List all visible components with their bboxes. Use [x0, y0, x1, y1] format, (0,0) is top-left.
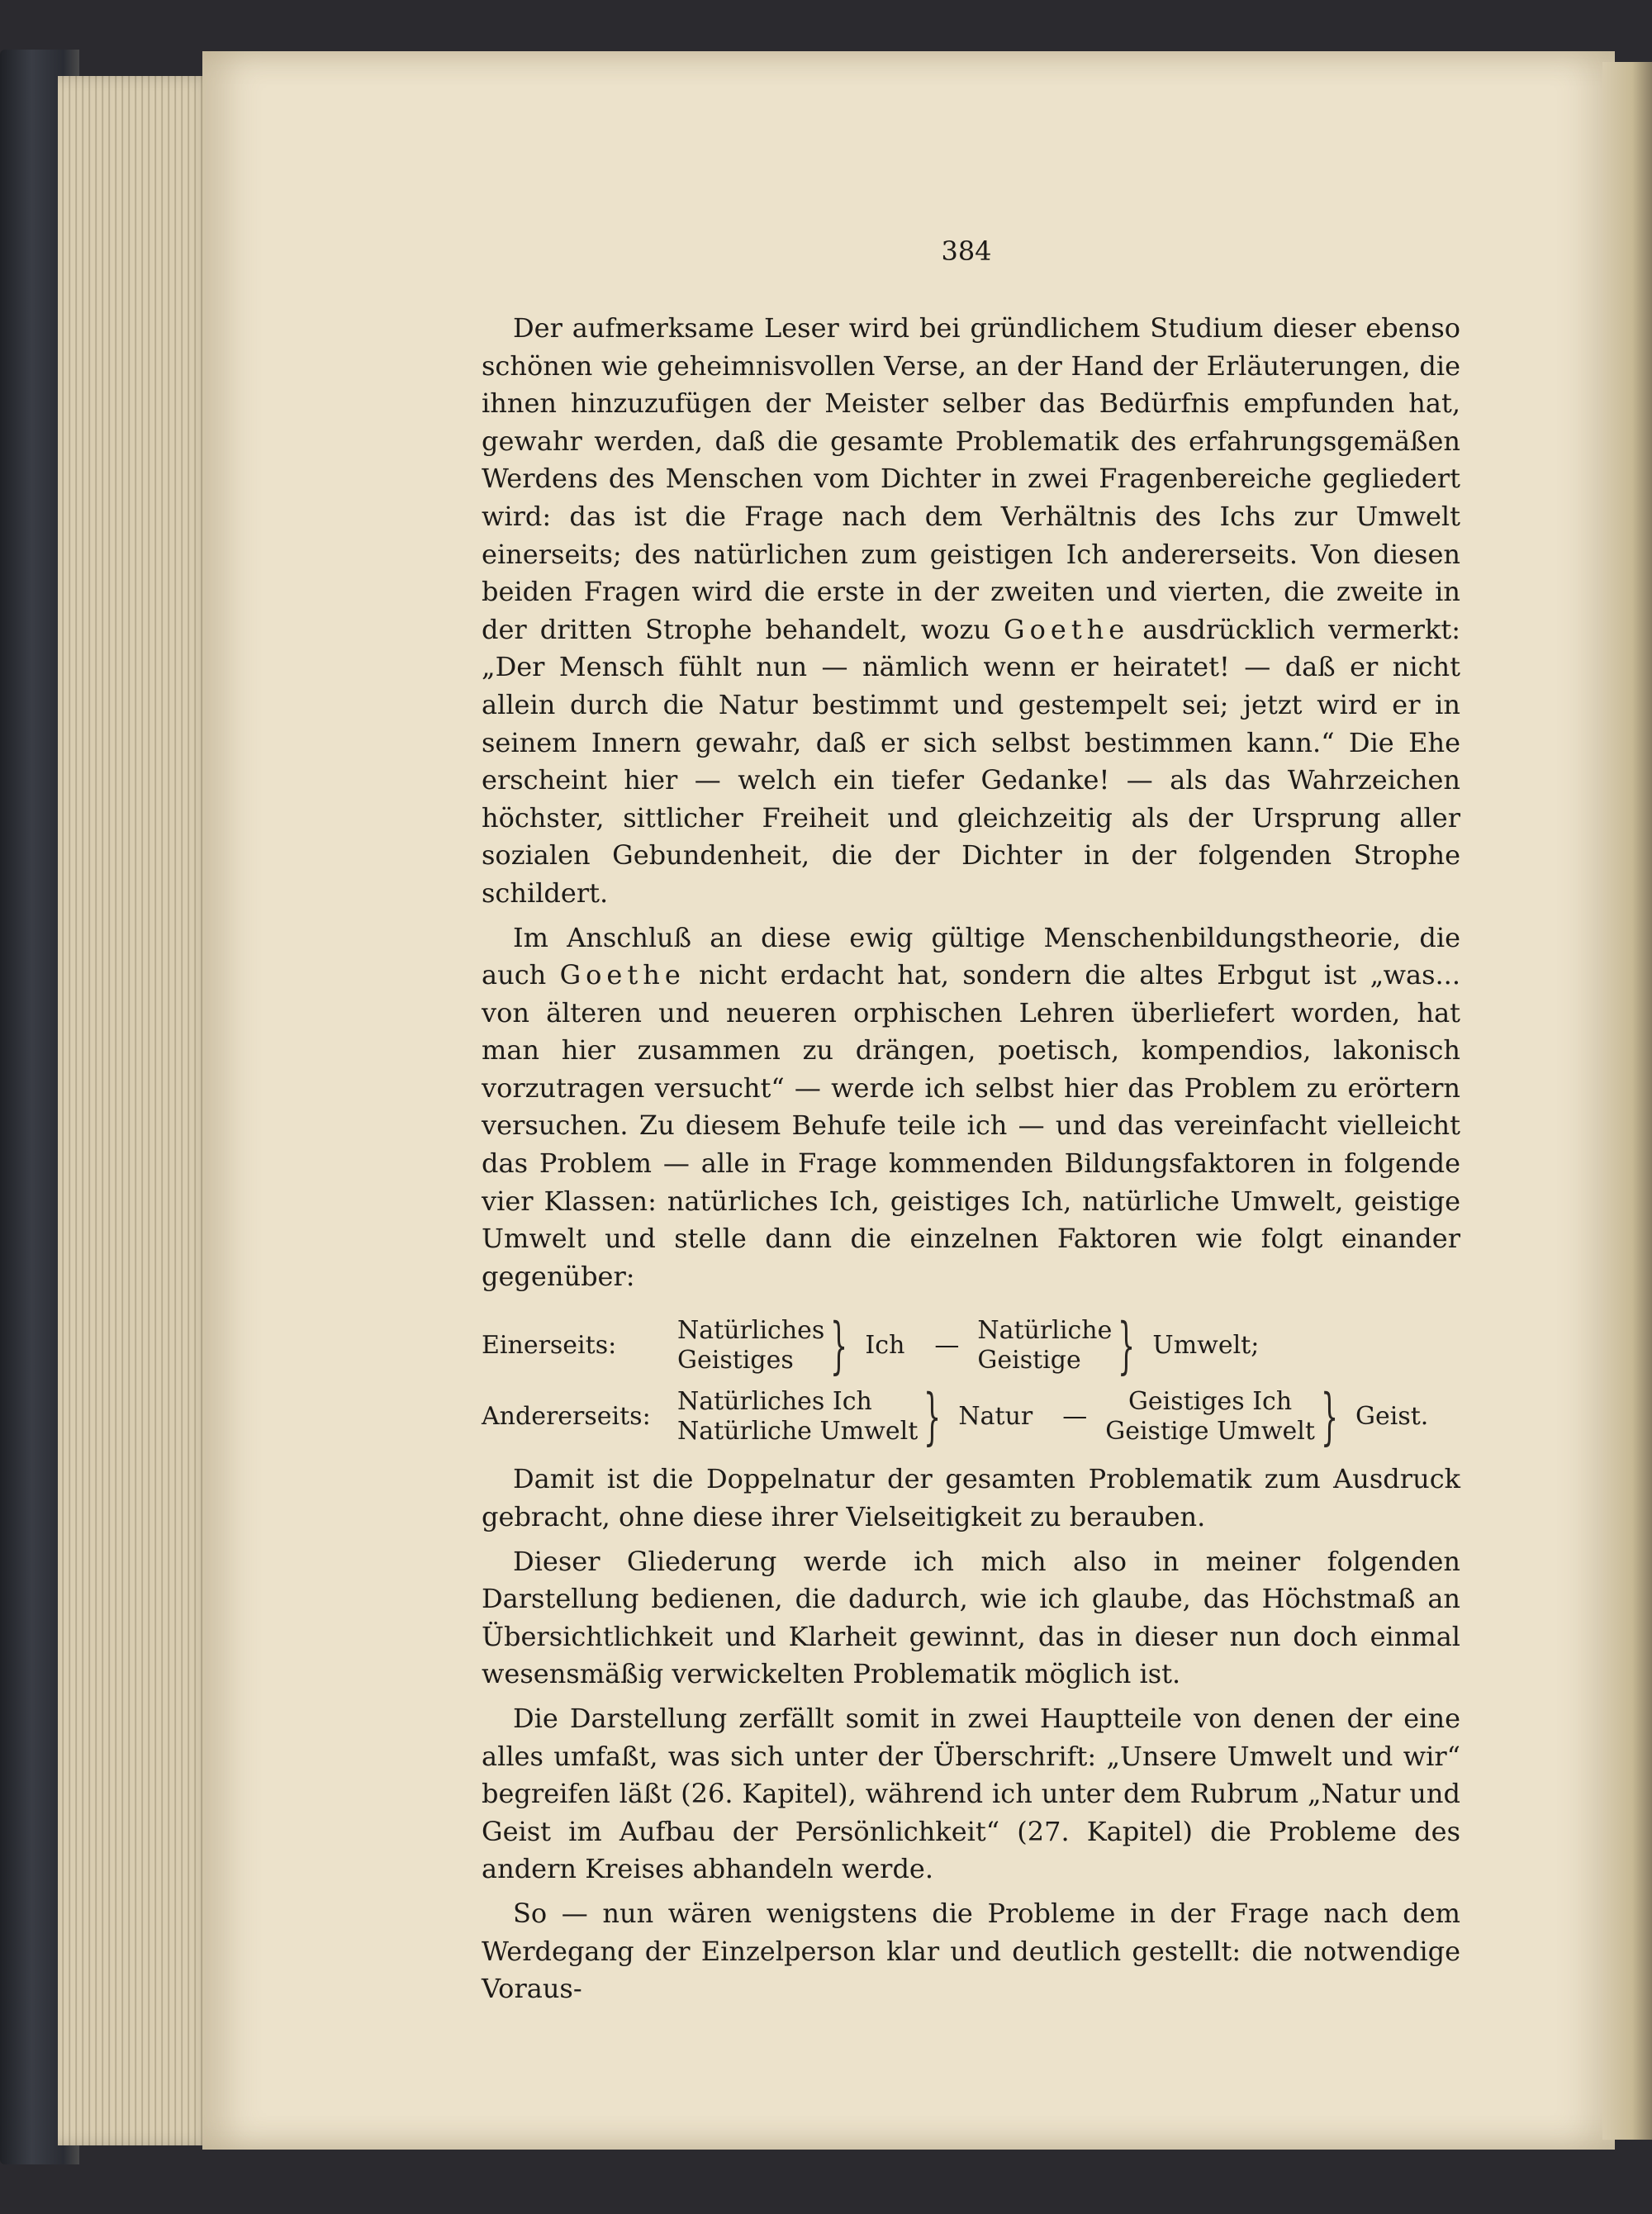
scheme-row-andererseits — [482, 1381, 1460, 1452]
paragraph-3: Damit ist die Doppelnatur der gesamten Problematik zum Ausdruck gebracht, ohne diese ihrer Vielseitigkeit zu berauben. — [482, 1463, 1460, 1533]
scheme-pair-left — [677, 1387, 918, 1447]
scheme-label: Einerseits: — [482, 1331, 617, 1361]
paragraph-2 — [482, 919, 1460, 1296]
scheme-term: Geistiges — [677, 1346, 794, 1375]
right-brace-icon: } — [1320, 1381, 1339, 1453]
background-top — [0, 0, 1652, 51]
classification-scheme — [482, 1310, 1460, 1452]
scheme-group: Natur — [958, 1402, 1033, 1432]
page-gutter-right — [1602, 62, 1652, 2140]
paragraph-6: So — nun wären wenigstens die Probleme in der Frage nach dem Werdegang der Einzelperson klar und deutlich gestellt: die notwendige Voraus- — [482, 1897, 1460, 2005]
scheme-dash: — — [934, 1331, 960, 1361]
paragraph-text: ausdrücklich vermerkt: „Der Mensch fühlt nun — nämlich wenn er heiratet! — daß er nicht allein durch die Natur bestimmt und gestempelt sei; jetzt wird er in seinem Innern gewahr, daß er sich selbst bestimmen kann.“ Die Ehe erscheint hier — welch ein tiefer Gedanke! — als das Wahrzeichen höchster, sittlicher Freiheit und gleichzeitig als der Ursprung aller sozialen Gebundenheit, die der Dichter in der folgenden Strophe schildert. — [482, 613, 1461, 909]
scheme-term: Geistige — [977, 1346, 1081, 1375]
scheme-pair-right — [977, 1316, 1112, 1375]
author-name: Goethe — [1004, 613, 1130, 645]
page-edges — [58, 76, 215, 2145]
scheme-pair-right — [1105, 1387, 1315, 1447]
scheme-dash: — — [1062, 1402, 1088, 1432]
paragraph-text: Der aufmerksame Leser wird bei gründlichem Studium dieser ebenso schönen wie geheimnisvollen Verse, an der Hand der Erläuterungen, die ihnen hinzuzufügen der Meister selber das Bedürfnis empfunden hat, gewahr werden, daß die gesamte Problematik des erfahrungsgemäßen Werdens des Menschen vom Dichter in zwei Fragenbereiche gegliedert wird: das ist die Frage nach dem Verhältnis des Ichs zur Umwelt einerseits; des natürlichen zum geistigen Ich andererseits. Von diesen beiden Fragen wird die erste in der zweiten und vierten, die zweite in der dritten Strophe behandelt, wozu — [482, 312, 1460, 645]
page-text — [482, 310, 1460, 2015]
paragraph-5: Die Darstellung zerfällt somit in zwei Hauptteile von denen der eine alles umfaßt, was sich unter der Überschrift: „Unsere Umwelt und wir“ begreifen läßt (26. Kapitel), während ich unter dem Rubrum „Natur und Geist im Aufbau der Persönlichkeit“ (27. Kapitel) die Probleme des andern Kreises abhandeln werde. — [482, 1703, 1460, 1885]
scheme-term: Geistiges Ich — [1127, 1387, 1293, 1417]
scheme-term: Natürliche Umwelt — [677, 1417, 919, 1447]
scheme-group: Geist. — [1355, 1402, 1429, 1432]
scheme-pair-left — [677, 1316, 824, 1375]
page-number: 384 — [941, 235, 992, 267]
paragraph-1 — [482, 310, 1460, 913]
paragraph-text: Im Anschluß an diese ewig gültige Menschenbildungstheorie, die auch — [482, 921, 1460, 991]
scheme-row-einerseits — [482, 1310, 1460, 1381]
paragraph-4: Dieser Gliederung werde ich mich also in meiner folgenden Darstellung bedienen, die dadurch, wie ich glaube, das Höchstmaß an Übersichtlichkeit und Klarheit gewinnt, das in dieser nun doch einmal wesensmäßig verwickelten Problematik möglich ist. — [482, 1545, 1460, 1690]
scheme-label: Andererseits: — [482, 1402, 651, 1432]
scheme-group: Ich — [865, 1331, 905, 1361]
right-brace-icon: } — [830, 1310, 848, 1382]
right-brace-icon: } — [1118, 1310, 1136, 1382]
scheme-term: Natürliche — [977, 1316, 1113, 1346]
scheme-term: Geistige Umwelt — [1105, 1417, 1315, 1447]
paragraph-text: nicht erdacht hat, sondern die altes Erbgut ist „was... von älteren und neueren orphischen Lehren überliefert worden, hat man hier zusammen zu drängen, poetisch, kompendios, lakonisch vorzutragen versucht“ — werde ich selbst hier das Problem zu erörtern versuchen. Zu diesem Behufe teile ich — und das vereinfacht vielleicht das Problem — alle in Frage kommenden Bildungsfaktoren in folgende vier Klassen: natürliches Ich, geistiges Ich, natürliche Umwelt, geistige Umwelt und stelle dann die einzelnen Faktoren wie folgt einander gegenüber: — [482, 959, 1461, 1292]
scheme-term: Natürliches — [677, 1316, 825, 1346]
scheme-term: Natürliches Ich — [677, 1387, 872, 1417]
scheme-group: Umwelt; — [1152, 1331, 1260, 1361]
right-brace-icon: } — [923, 1381, 942, 1453]
author-name: Goethe — [559, 959, 686, 991]
